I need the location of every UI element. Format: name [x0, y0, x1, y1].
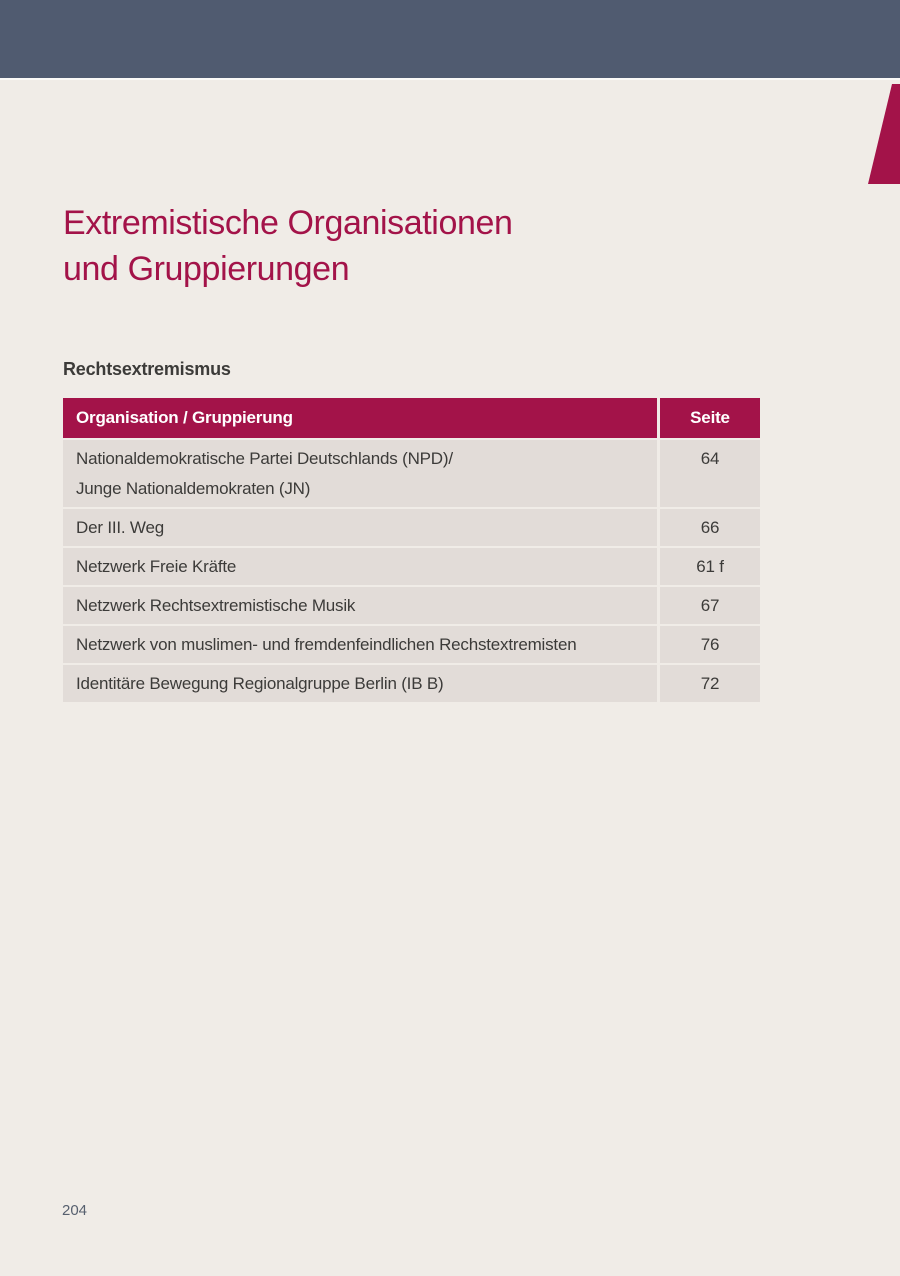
- table-row: [63, 665, 760, 702]
- table-row: [63, 626, 760, 663]
- table-header: [63, 398, 760, 438]
- page-reference-cell: 64: [660, 440, 760, 507]
- table-body: [63, 440, 760, 702]
- page-reference-cell: 76: [660, 626, 760, 663]
- organisation-name: Netzwerk Rechtsextremistische Musik: [76, 596, 356, 615]
- page-reference-cell: 67: [660, 587, 760, 624]
- column-header-seite: Seite: [660, 398, 760, 438]
- organisation-name: Netzwerk von muslimen- und fremdenfeindlichen Rechstextremisten: [76, 635, 577, 654]
- organisation-cell: [63, 548, 657, 585]
- organisation-name: Netzwerk Freie Kräfte: [76, 557, 237, 576]
- table-row: [63, 440, 760, 507]
- table-row: [63, 548, 760, 585]
- organisation-cell: [63, 440, 657, 507]
- page-title-line2: und Gruppierungen: [63, 250, 350, 288]
- organisation-cell: [63, 587, 657, 624]
- page-title: [63, 200, 513, 292]
- table-header-row: [63, 398, 760, 438]
- organisation-cell: [63, 509, 657, 546]
- corner-triangle-decoration: [868, 84, 900, 184]
- organisation-name: Nationaldemokratische Partei Deutschlands (NPD)/: [76, 449, 453, 468]
- page-reference-cell: 72: [660, 665, 760, 702]
- page-number: 204: [62, 1202, 88, 1219]
- organisation-cell: [63, 665, 657, 702]
- page-reference-cell: 61 f: [660, 548, 760, 585]
- page-title-line1: Extremistische Organisationen: [63, 204, 513, 242]
- table-row: [63, 509, 760, 546]
- organisation-name: Junge Nationaldemokraten (JN): [76, 479, 311, 498]
- top-banner-bar: [0, 0, 900, 80]
- organisation-name: Identitäre Bewegung Regionalgruppe Berlin (IB B): [76, 674, 444, 693]
- column-header-organisation: Organisation / Gruppierung: [63, 398, 657, 438]
- organisation-cell: [63, 626, 657, 663]
- section-heading: Rechtsextremismus: [63, 359, 231, 379]
- organisations-table: [63, 398, 760, 704]
- table-row: [63, 587, 760, 624]
- organisation-name: Der III. Weg: [76, 518, 164, 537]
- page-reference-cell: 66: [660, 509, 760, 546]
